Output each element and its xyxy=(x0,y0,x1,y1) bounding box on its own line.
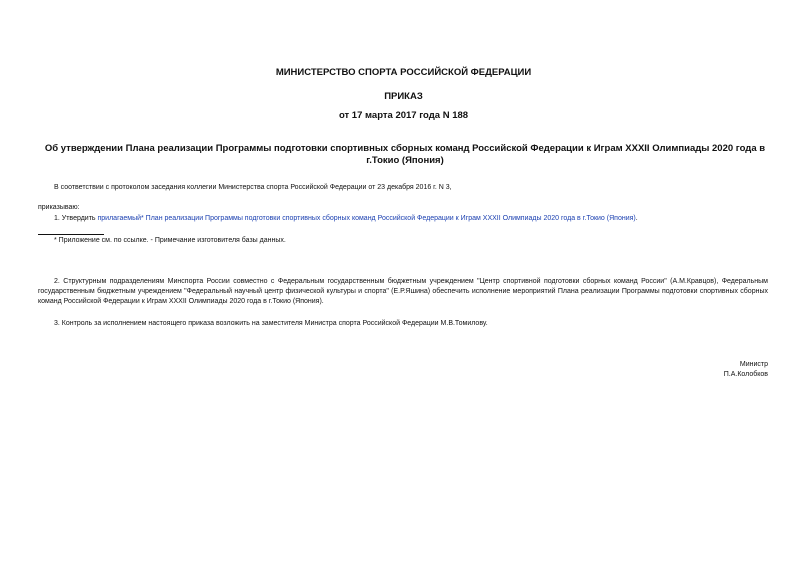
document-title: Об утверждении Плана реализации Программы подготовки спортивных сборных команд Российской Федерации к Играм XXXII Олимпиады 2020 года в г.Токио (Япония) xyxy=(44,143,766,166)
ministry-heading: МИНИСТЕРСТВО СПОРТА РОССИЙСКОЙ ФЕДЕРАЦИИ xyxy=(275,67,532,78)
signature-name: П.А.Колобков xyxy=(723,371,768,378)
item-3-paragraph: 3. Контроль за исполнением настоящего приказа возложить на заместителя Министра спорта Российской Федерации М.В.Томилову. xyxy=(54,320,488,327)
item-1-prefix: 1. Утвердить xyxy=(54,215,98,222)
preamble-paragraph: В соответствии с протоколом заседания коллегии Министерства спорта Российской Федерации от 23 декабря 2016 г. N 3, xyxy=(54,184,452,191)
footnote-divider xyxy=(38,234,104,235)
item-1-paragraph xyxy=(54,214,638,224)
item-1-suffix: . xyxy=(635,215,638,222)
appendix-link[interactable]: прилагаемый* План реализации Программы подготовки спортивных сборных команд Российской Федерации к Играм XXXII Олимпиады 2020 года в г.Токио (Япония) xyxy=(97,215,636,222)
item-2-paragraph: 2. Структурным подразделениям Минспорта России совместно с Федеральным государственным бюджетным учреждением "Центр спортивной подготовки сборных команд России" (А.М.Кравцов), Федеральным государственным бюджетным учреждением "Федеральный научный центр физической культуры и спорта" (Е.Р.Яшина) обеспечить исполнение мероприятий Плана реализации Программы подготовки спортивных сборных команд Российской Федерации к Играм XXXII Олимпиады 2020 года в г.Токио (Япония). xyxy=(38,278,768,305)
footnote-text: * Приложение см. по ссылке. - Примечание изготовителя базы данных. xyxy=(54,237,286,244)
signature-position: Министр xyxy=(739,361,768,368)
doc-type-heading: ПРИКАЗ xyxy=(384,91,423,102)
date-number-heading: от 17 марта 2017 года N 188 xyxy=(338,110,469,121)
order-word: приказываю: xyxy=(38,204,80,211)
